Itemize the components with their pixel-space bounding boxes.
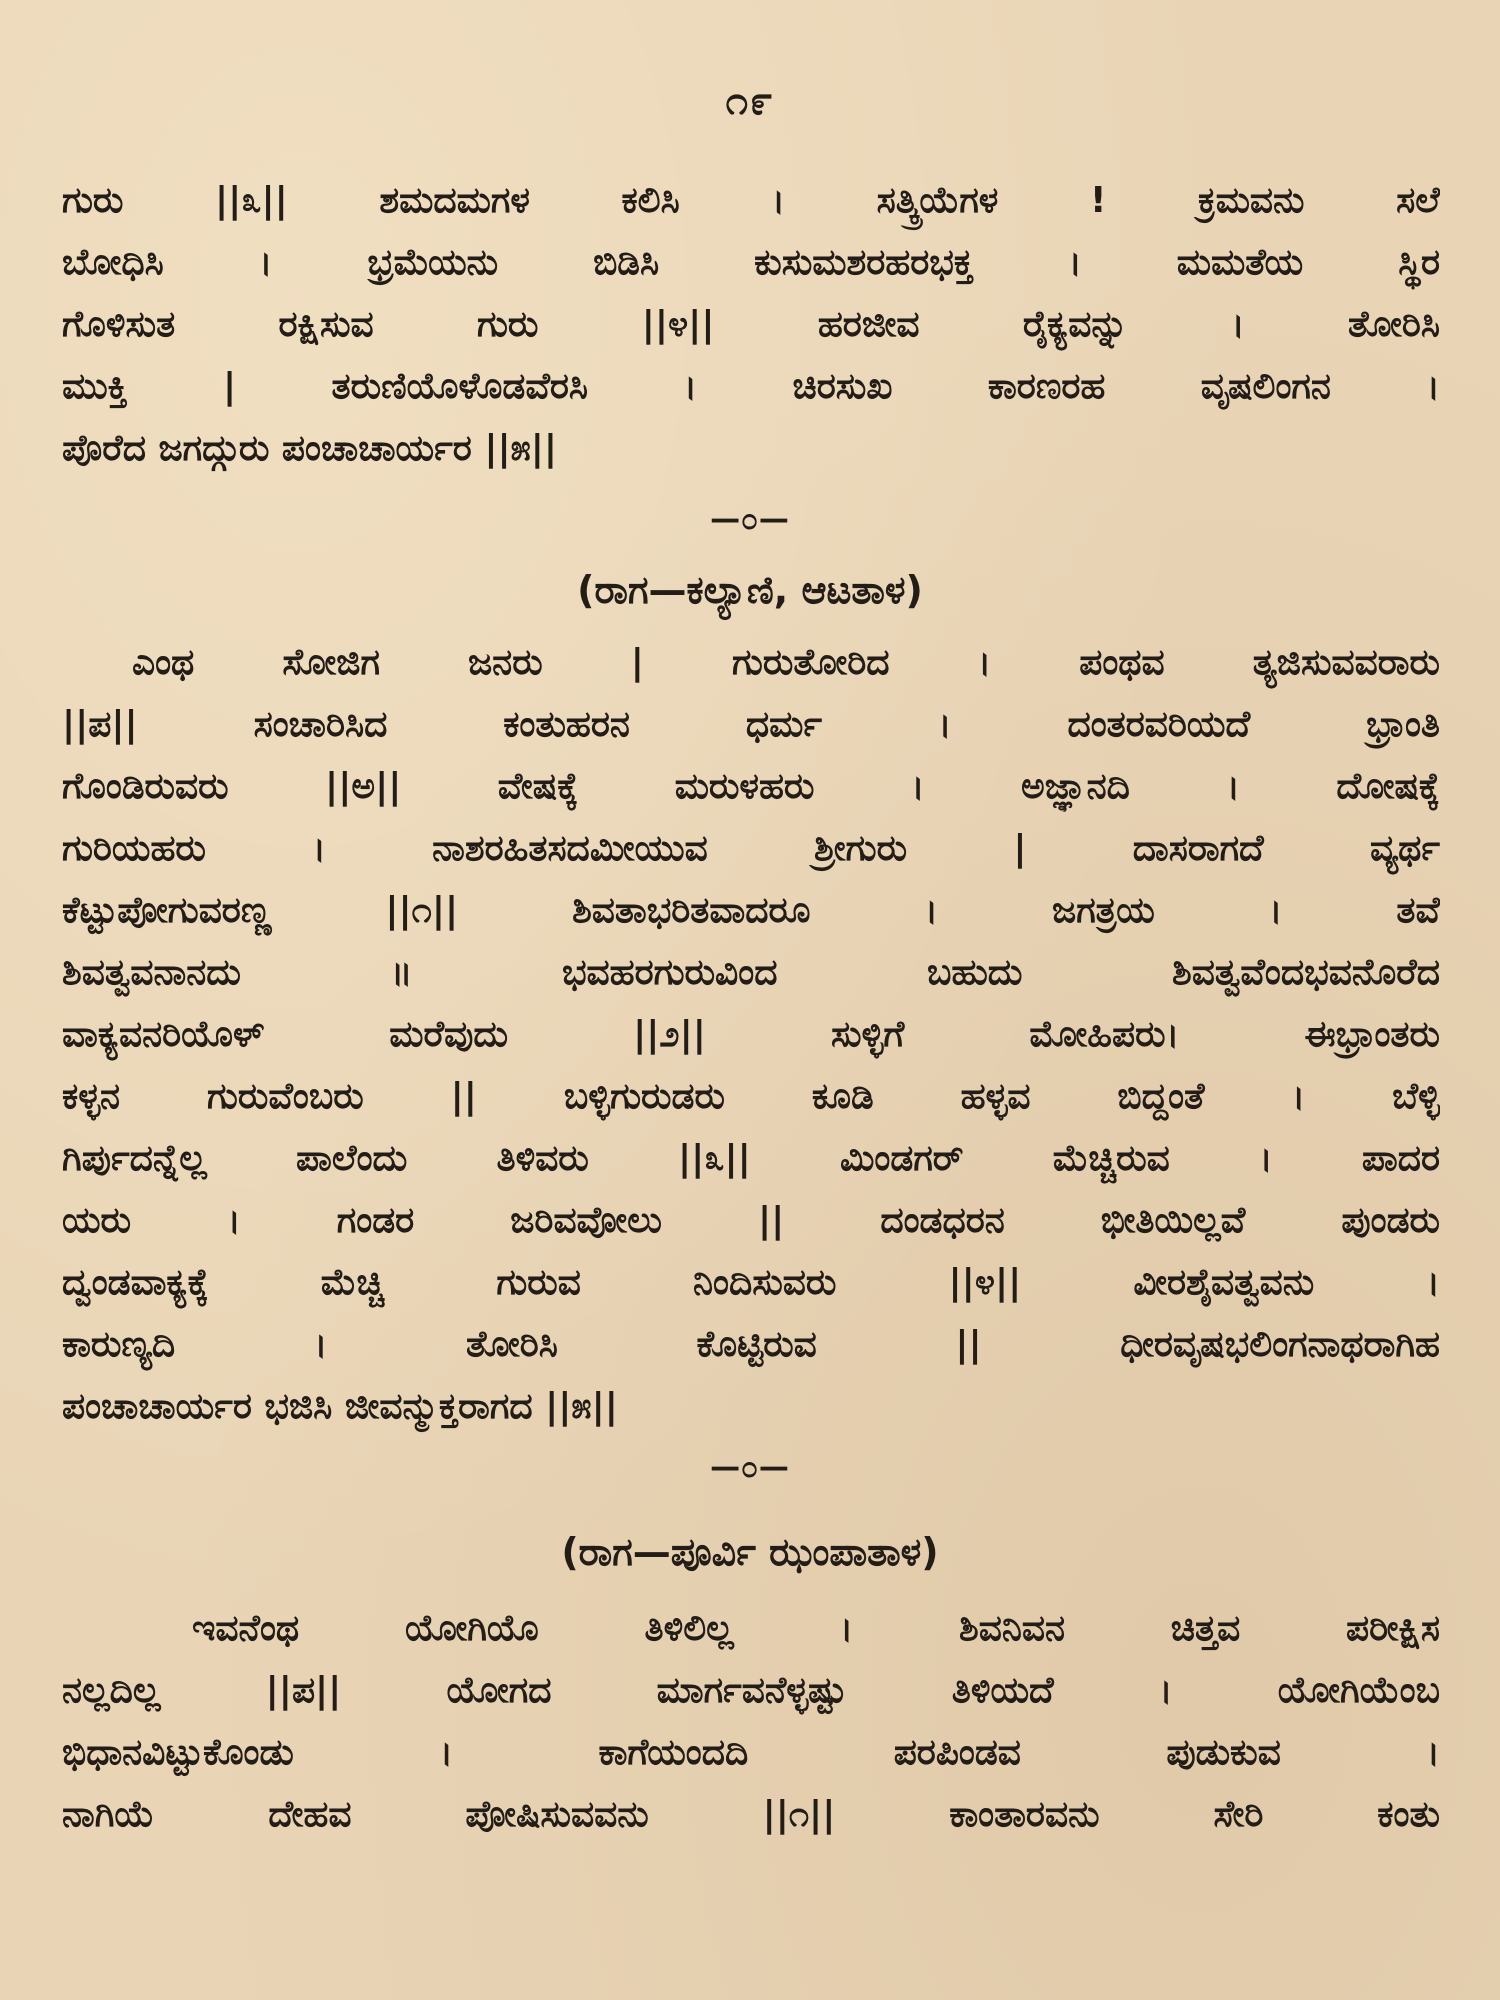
verse-line: ಕಾರುಣ್ಯದಿ । ತೋರಿಸಿ ಕೊಟ್ಟಿರುವ || ಧೀರವೃಷಭಲಿಂಗನಾಥರಾಗಿಹ [62,1324,1440,1365]
verse-line: ವಾಕ್ಯವನರಿಯೊಳ್ ಮರೆವುದು ||೨|| ಸುಳ್ಳಿಗೆ ಮೋಹಿಪರು। ಈಭ್ರಾಂತರು [62,1014,1440,1055]
verse-line: ಎಂಥ ಸೋಜಿಗ ಜನರು | ಗುರುತೋರಿದ । ಪಂಥವ ತ್ಯಜಿಸುವವರಾರು [132,642,1440,683]
verse-line: ಭಿಧಾನವಿಟ್ಟುಕೊಂಡು । ಕಾಗೆಯಂದದಿ ಪರಪಿಂಡವ ಪುಡುಕುವ । [62,1732,1440,1773]
verse-line: ಯರು । ಗಂಡರ ಜರಿವವೋಲು || ದಂಡಧರನ ಭೀತಿಯಿಲ್ಲವೆ ಪುಂಡರು [62,1200,1440,1241]
verse-line: ಗಿರ್ಪುದನ್ನೆಲ್ಲ ಪಾಲೆಂದು ತಿಳಿವರು ||೩|| ಮಿಂಡಗರ್ ಮೆಚ್ಚಿರುವ । ಪಾದರ [62,1138,1440,1179]
verse-block-3 [62,1598,1440,1846]
verse-line: ಗೊಂಡಿರುವರು ||ಅ|| ವೇಷಕ್ಕೆ ಮರುಳಹರು । ಅಜ್ಞಾನದಿ । ದೋಷಕ್ಕೆ [62,766,1440,807]
verse-line: ಗುರಿಯಹರು । ನಾಶರಹಿತಸದಮೀಯುವ ಶ್ರೀಗುರು | ದಾಸರಾಗದೆ ವ್ಯರ್ಥ [62,828,1440,869]
section-divider: —೦— [710,502,790,537]
verse-line: ನಲ್ಲದಿಲ್ಲ ||ಪ|| ಯೋಗದ ಮಾರ್ಗವನೆಳ್ಳಷ್ಟು ತಿಳಿಯದೆ । ಯೋಗಿಯೆಂಬ [62,1670,1440,1711]
verse-line: ಬೋಧಿಸಿ । ಭ್ರಮೆಯನು ಬಿಡಿಸಿ ಕುಸುಮಶರಹರಭಕ್ತ । ಮಮತೆಯ ಸ್ಥಿರ [62,242,1440,283]
page-number: ೧೯ [725,78,775,124]
verse-block-2 [62,632,1440,1438]
verse-line: ಗುರು ||೩|| ಶಮದಮಗಳ ಕಲಿಸಿ । ಸತ್ಕ್ರಿಯೆಗಳ ! ಕ್ರಮವನು ಸಲೆ [62,180,1440,221]
section-divider: —೦— [710,1450,790,1485]
verse-block-1 [62,170,1440,480]
verse-line: ಕೆಟ್ಟುಪೋಗುವರಣ್ಣ ||೧|| ಶಿವತಾಭರಿತವಾದರೂ । ಜಗತ್ರಯ । ತವೆ [62,890,1440,931]
verse-line: ನಾಗಿಯೆ ದೇಹವ ಪೋಷಿಸುವವನು ||೧|| ಕಾಂತಾರವನು ಸೇರಿ ಕಂತು [62,1794,1440,1835]
raga-heading: (ರಾಗ—ಪೂರ್ವಿ ಝಂಪಾತಾಳ) [561,1530,939,1574]
raga-heading: (ರಾಗ—ಕಲ್ಯಾಣಿ, ಆಟತಾಳ) [577,568,923,612]
verse-line: ಶಿವತ್ವವನಾನದು ॥ ಭವಹರಗುರುವಿಂದ ಬಹುದು ಶಿವತ್ವವೆಂದಭವನೊರೆದ [62,952,1440,993]
verse-line: ಪಂಚಾಚಾರ್ಯರ ಭಜಿಸಿ ಜೀವನ್ಮುಕ್ತರಾಗದ ||೫|| [62,1386,618,1427]
verse-line: ಕಳ್ಳನ ಗುರುವೆಂಬರು || ಬಳ್ಳಿಗುರುಡರು ಕೂಡಿ ಹಳ್ಳವ ಬಿದ್ದಂತೆ । ಬೆಳ್ಳಿ [62,1076,1440,1117]
verse-line: ಗೊಳಿಸುತ ರಕ್ಷಿಸುವ ಗುರು ||೪|| ಹರಜೀವ ರೈಕ್ಯವನ್ನು । ತೋರಿಸಿ [62,304,1440,345]
verse-line: ಮುಕ್ತಿ | ತರುಣಿಯೊಳೊಡವೆರಸಿ । ಚಿರಸುಖ ಕಾರಣರಹ ವೃಷಲಿಂಗನ । [62,366,1440,407]
verse-line: ದ್ವಂಡವಾಕ್ಯಕ್ಕೆ ಮೆಚ್ಚಿ ಗುರುವ ನಿಂದಿಸುವರು ||೪|| ವೀರಶೈವತ್ವವನು । [62,1262,1440,1303]
verse-line: ||ಪ|| ಸಂಚಾರಿಸಿದ ಕಂತುಹರನ ಧರ್ಮ । ದಂತರವರಿಯದೆ ಭ್ರಾಂತಿ [62,704,1440,745]
verse-line: ಇವನೆಂಥ ಯೋಗಿಯೊ ತಿಳಿಲಿಲ್ಲ । ಶಿವನಿವನ ಚಿತ್ತವ ಪರೀಕ್ಷಿಸ [192,1608,1440,1649]
verse-line: ಪೊರೆದ ಜಗದ್ಗುರು ಪಂಚಾಚಾರ್ಯರ ||೫|| [62,428,558,469]
